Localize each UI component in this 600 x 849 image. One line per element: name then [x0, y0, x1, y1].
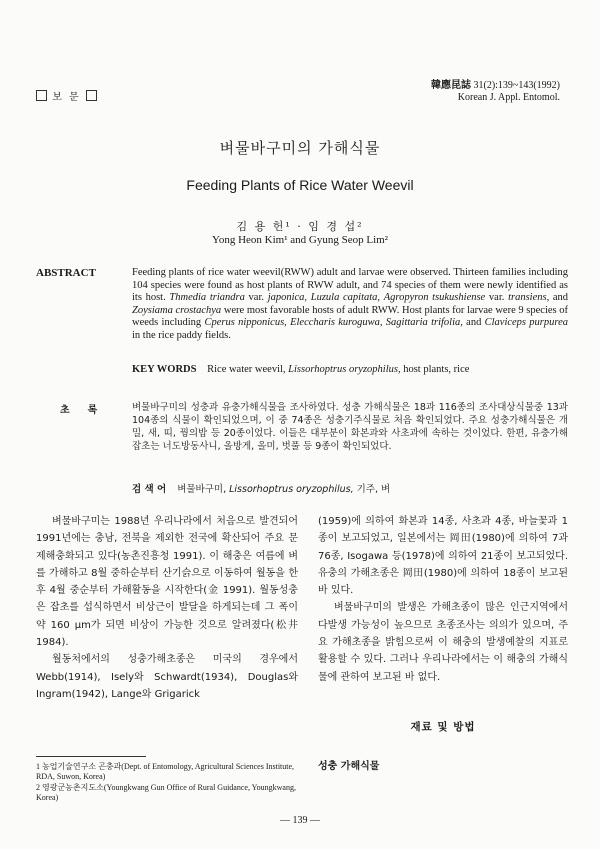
species-name: Agropyron tsukushiense [383, 292, 486, 303]
footnote-2: 2 영광군농촌지도소(Youngkwang Gun Office of Rural Guidance, Youngkwang, Korea) [36, 783, 296, 802]
box-icon [86, 90, 97, 101]
species-name: Sagittaria trifolia, [385, 317, 463, 328]
keyword: 기주, 벼 [356, 484, 391, 495]
abstract-text: var. [248, 292, 264, 303]
keywords-en [132, 364, 568, 375]
keyword: Lissorhoptrus oryzophilus, [229, 484, 354, 495]
abstract-label: ABSTRACT [36, 267, 96, 279]
abstract-text: var. [488, 292, 505, 303]
journal-name-ko: 韓應昆誌 [430, 80, 471, 91]
keyword: Rice water weevil, [207, 364, 286, 375]
journal-volume: 31(2):139~143(1992) [473, 80, 560, 91]
paragraph: 벼물바구미는 1988년 우리나라에서 처음으로 발견되어 1991년에는 충남, 전북을 제외한 전국에 확산되어 주요 문제해충화되고 있다(농촌진흥청 1991). 이 해충은 여름에 벼를 가해하고 8월 중하순부터 산기슭으로 이동하여 월동을 한 후 4월 중순부터 가해활동을 시작한다(金 1991). 월동성충은 잡초를 섭식하면서 비상근이 발달을 하게되는데 그 폭이 약 160 μm가 되면 비상이 가능한 것으로 알려졌다(松井 1984). [36, 516, 298, 649]
paragraph: 벼물바구미의 발생은 가해초종이 많은 인근지역에서 다발생 가능성이 높으므로 초종조사는 의의가 있으며, 주요 가해초종을 밝힘으로써 이 해충의 발생예찰의 지표로 활용할 수 있다. 그러나 우리나라에서는 이 해충의 가해식물에 관하여 보고된 바 없다. [318, 602, 568, 683]
footnote-divider [36, 756, 146, 757]
species-name: Thmedia triandra [169, 292, 245, 303]
box-icon [36, 90, 47, 101]
paragraph: (1959)에 의하여 화본과 14종, 사초과 4종, 바늘꽃과 1종이 보고되었고, 일본에서는 岡田(1980)에 의하여 7과 76종, Isogawa 등(1978)에 의하여 21종이 보고되었다. 유충의 가해초종은 岡田(1980)에 의하여 18종이 보고된 바 있다. [318, 516, 568, 597]
abstract-body [132, 267, 568, 342]
species-name: Zoysiama crostachya [132, 304, 222, 316]
species-name: Luzula capitata, [310, 292, 381, 303]
body-column-left [36, 513, 298, 703]
title-korean: 벼물바구미의 가해식물 [219, 139, 381, 157]
section-tag [36, 88, 97, 103]
abstract-text: and [552, 292, 569, 303]
keyword: host plants, rice [403, 364, 470, 375]
title-english: Feeding Plants of Rice Water Weevil [186, 177, 414, 193]
species-name: transiens, [508, 292, 550, 303]
abstract-text: and [466, 317, 482, 328]
korean-abstract-label: 초록 [60, 405, 116, 416]
keyword: Lissorhoptrus oryzophilus, [288, 364, 401, 375]
body-column-right [318, 513, 568, 686]
species-name: japonica, [267, 292, 308, 303]
species-name: Eleccharis kuroguwa, [290, 317, 383, 328]
authors-korean: 김 용 헌¹ · 임 경 섭² [236, 220, 364, 233]
keyword: 벼물바구미, [177, 484, 227, 495]
journal-citation [431, 80, 560, 104]
keywords-ko [132, 481, 568, 495]
footnote-1: 1 농업기술연구소 곤충과(Dept. of Entomology, Agricultural Sciences Institute, RDA, Suwon, Korea) [36, 762, 295, 781]
paragraph: 월동처에서의 성충가해초종은 미국의 경우에서 Webb(1914), Isely와 Schwardt(1934), Douglas와 Ingram(1942), Lange와 Grigarick [36, 654, 298, 700]
abstract-text: were most favorable hosts of adult RWW. Host plants for larvae were 9 species of weeds including [132, 304, 568, 328]
keywords-ko-label: 검 색 어 [132, 484, 167, 495]
species-name: Claviceps purpurea [484, 317, 568, 328]
abstract-text: Feeding plants of rice water weevil(RWW) adult and larvae were observed. Thirteen families including 104 species were found as host plants of RWW adult, and 74 species of them were newly identified as its host. [132, 267, 568, 303]
keywords-label: KEY WORDS [132, 364, 197, 375]
korean-abstract-body: 벼물바구미의 성충과 유충가해식물을 조사하였다. 성충 가해식물은 18과 116종의 조사대상식물중 13과 104종의 식물이 확인되었으며, 이 중 74종은 성충기주식물로 처음 확인되었다. 주요 성충가해식물은 개밀, 새, 띠, 꿩의밥 등 20종이었다. 이들은 대부분이 화본과와 사초과에 속하는 것이었다. 한편, 유충가해 잡초는 너도방동사니, 올방게, 올미, 벗풀 등 9종이 확인되었다. [132, 402, 568, 452]
abstract-text: in the rice paddy fields. [132, 329, 231, 341]
section-heading: 재료 및 방법 [410, 721, 476, 733]
journal-name-en: Korean J. Appl. Entomol. [457, 92, 560, 103]
species-name: Cperus nipponicus, [204, 317, 287, 328]
subsection-heading: 성충 가해식물 [318, 761, 380, 772]
page-number: — 139 — [280, 815, 320, 826]
authors-english: Yong Heon Kim¹ and Gyung Seop Lim² [212, 234, 388, 246]
section-tag-label: 보 문 [52, 92, 81, 103]
